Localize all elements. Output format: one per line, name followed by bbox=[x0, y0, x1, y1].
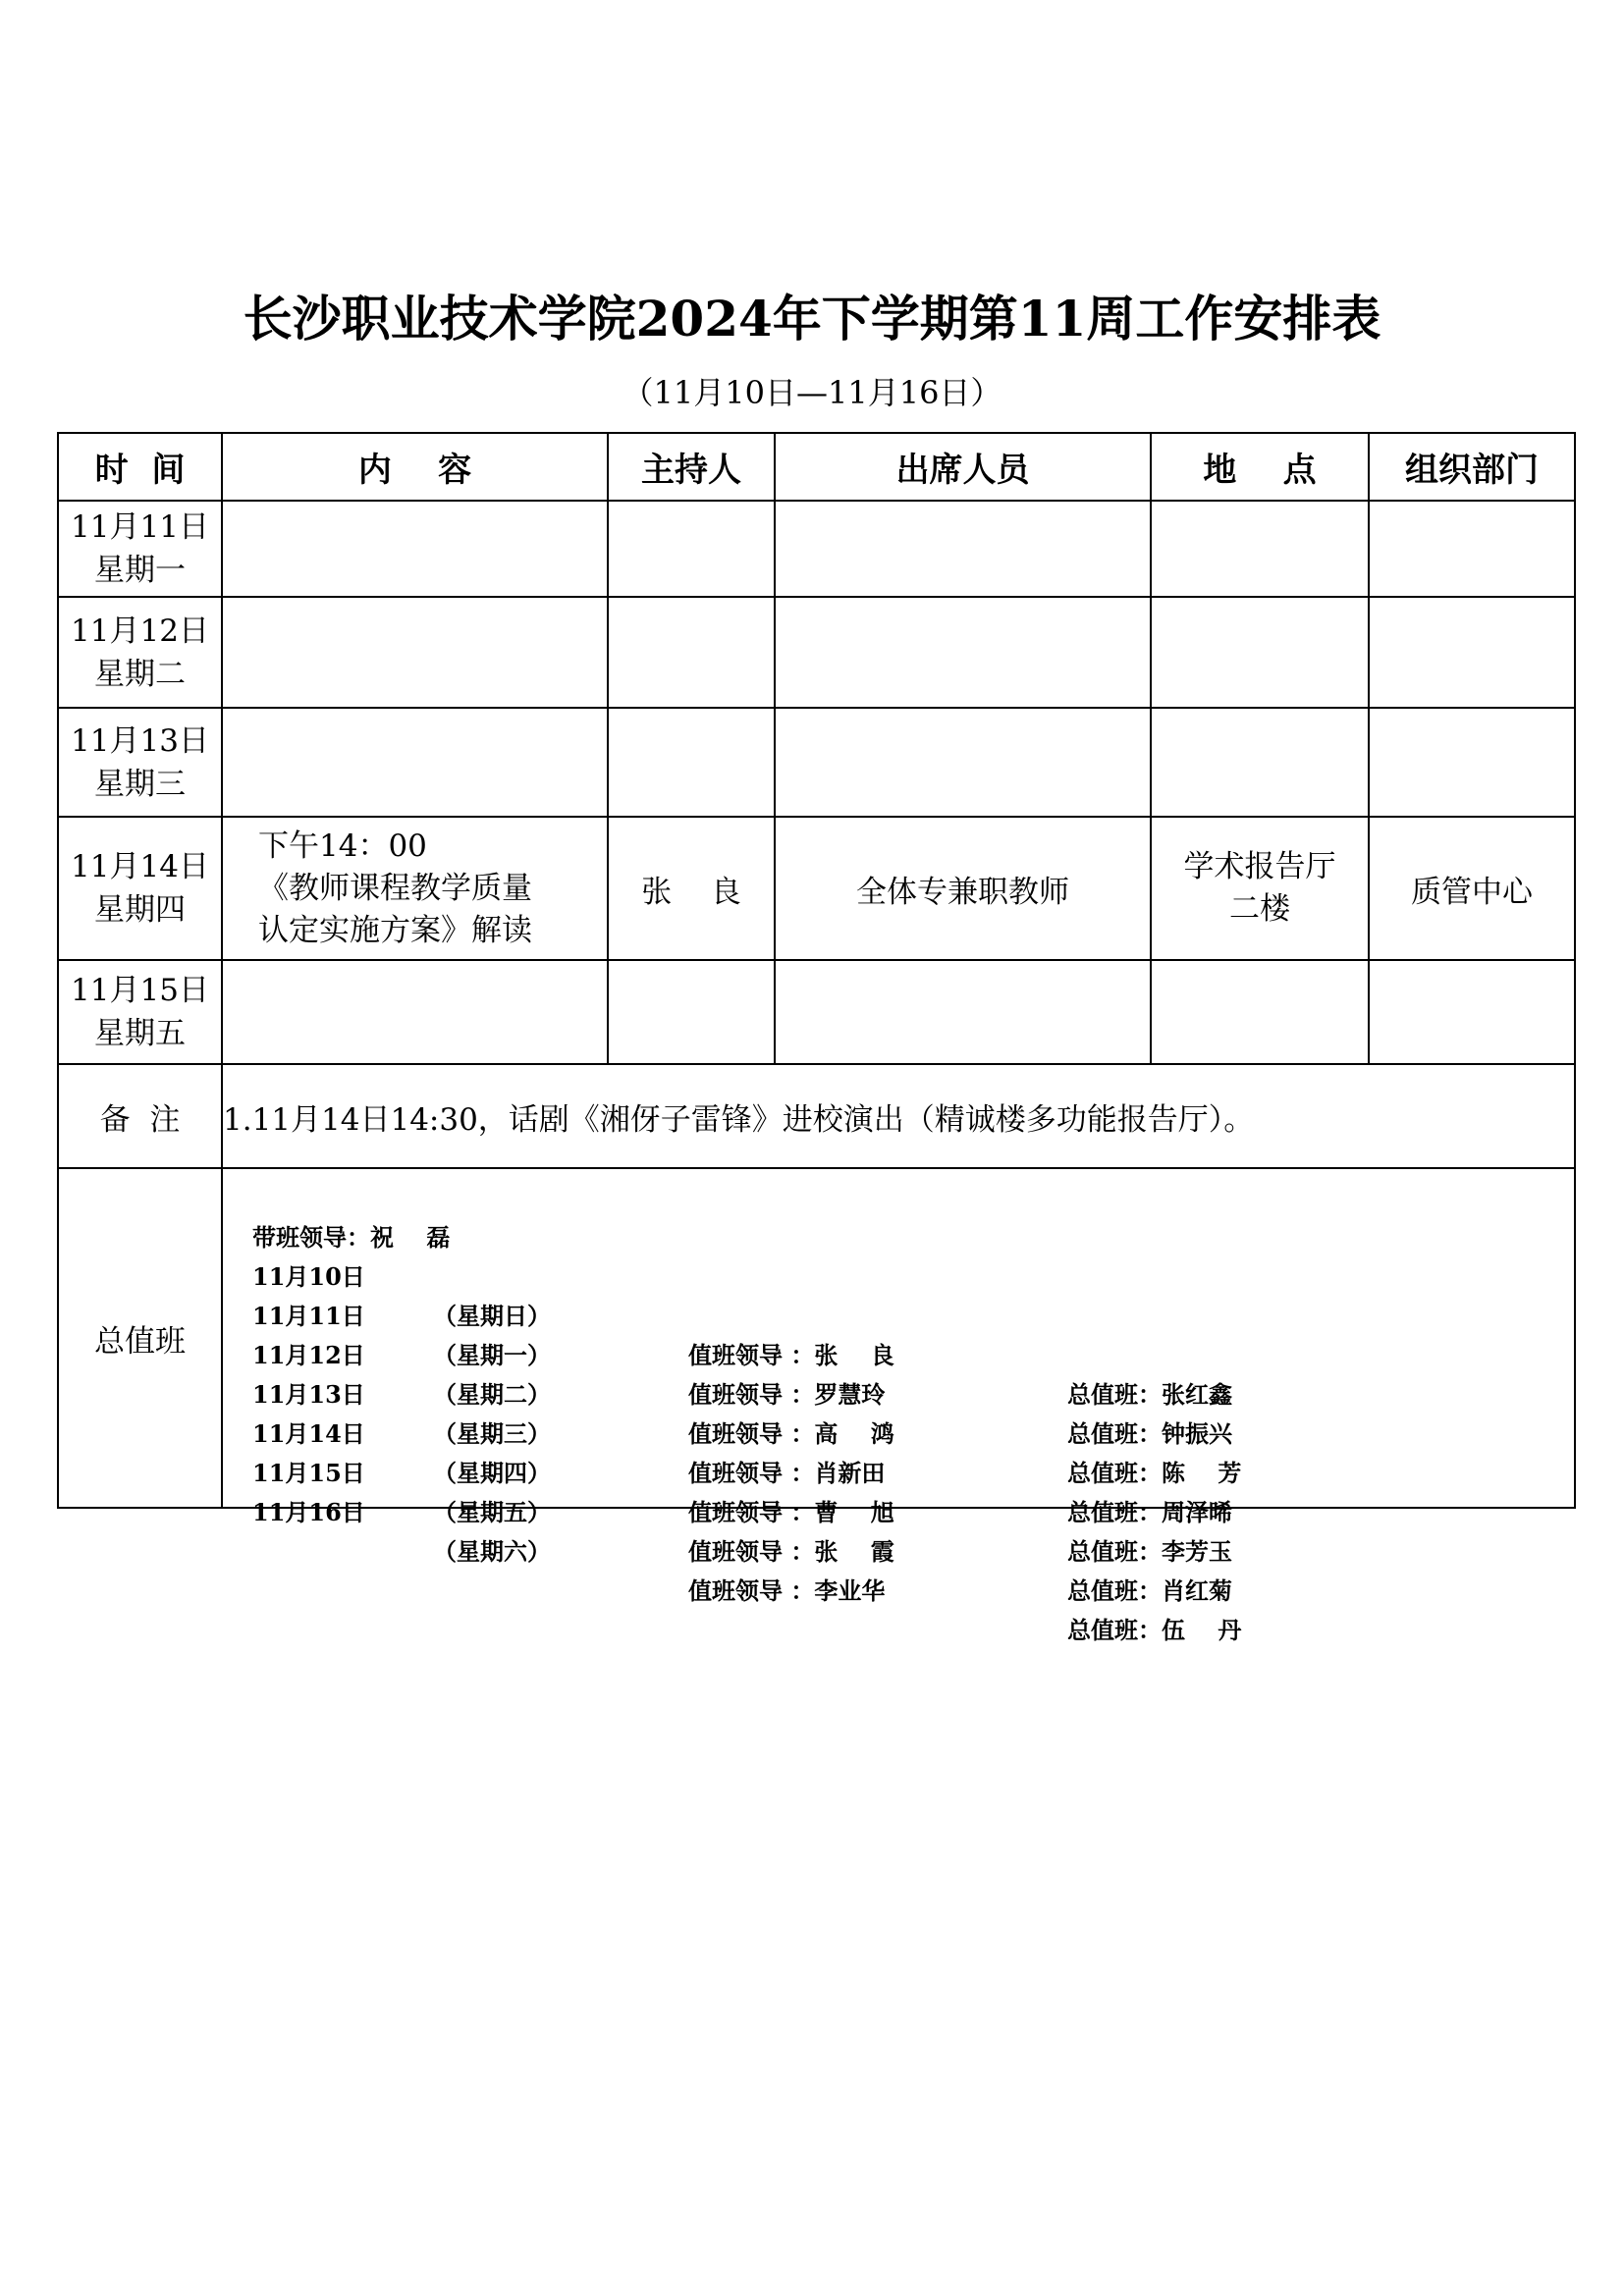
duty-leader: 值班领导 ：张 霞 bbox=[688, 1537, 894, 1566]
day-date: 11月13日 bbox=[71, 722, 209, 759]
host-cell bbox=[608, 960, 775, 1064]
attendees-cell: 全体专兼职教师 bbox=[775, 817, 1151, 960]
header-attendees: 出席人员 bbox=[775, 433, 1151, 501]
duty-weekday: （星期六） bbox=[433, 1537, 551, 1566]
attendees-cell bbox=[775, 960, 1151, 1064]
content-cell bbox=[222, 708, 608, 817]
duty-cell bbox=[222, 1168, 1575, 1644]
duty-leader: 值班领导 ：李业华 bbox=[688, 1576, 886, 1605]
content-cell bbox=[222, 960, 608, 1064]
duty-weekday: （星期一） bbox=[433, 1341, 551, 1369]
duty-weekday: （星期三） bbox=[433, 1419, 551, 1448]
host-cell bbox=[608, 597, 775, 708]
duty-row bbox=[58, 1168, 1575, 1508]
date-range-subtitle: （11月10日—11月16日） bbox=[622, 374, 1002, 411]
header-time: 时 间 bbox=[58, 433, 222, 501]
duty-weekday: （星期二） bbox=[433, 1380, 551, 1409]
content-cell bbox=[222, 817, 608, 960]
duty-leader: 值班领导 ：曹 旭 bbox=[688, 1498, 894, 1526]
day-cell bbox=[58, 960, 222, 1064]
schedule-table bbox=[57, 432, 1576, 1644]
header-content: 内 容 bbox=[222, 433, 608, 501]
location-cell bbox=[1151, 960, 1369, 1064]
attendees-cell bbox=[775, 501, 1151, 597]
day-weekday: 星期一 bbox=[94, 553, 186, 588]
location-line: 学术报告厅 bbox=[1183, 849, 1336, 884]
duty-chief: 总值班：周泽晞 bbox=[1067, 1498, 1232, 1526]
duty-date: 11月12日 bbox=[252, 1341, 365, 1369]
table-row bbox=[58, 501, 1575, 597]
duty-date: 11月14日 bbox=[252, 1419, 365, 1448]
location-cell bbox=[1151, 817, 1369, 960]
note-row bbox=[58, 1064, 1575, 1168]
dept-cell: 质管中心 bbox=[1369, 817, 1575, 960]
day-date: 11月15日 bbox=[71, 973, 209, 1008]
location-cell bbox=[1151, 501, 1369, 597]
day-cell bbox=[58, 817, 222, 960]
duty-label: 总值班 bbox=[58, 1168, 222, 1508]
duty-chief: 总值班：陈 芳 bbox=[1067, 1459, 1242, 1487]
day-weekday: 星期三 bbox=[94, 766, 186, 802]
header-department: 组织部门 bbox=[1369, 433, 1575, 501]
location-cell bbox=[1151, 708, 1369, 817]
location-line: 二楼 bbox=[1229, 891, 1290, 927]
duty-leader: 值班领导 ：高 鸿 bbox=[688, 1419, 894, 1448]
duty-chief: 总值班：张红鑫 bbox=[1067, 1380, 1232, 1409]
duty-date: 11月11日 bbox=[252, 1302, 365, 1330]
dept-cell bbox=[1369, 501, 1575, 597]
location-cell bbox=[1151, 597, 1369, 708]
header-location: 地 点 bbox=[1151, 433, 1369, 501]
day-date: 11月12日 bbox=[71, 613, 209, 649]
dept-cell bbox=[1369, 708, 1575, 817]
table-row bbox=[58, 708, 1575, 817]
day-cell bbox=[58, 501, 222, 597]
day-weekday: 星期四 bbox=[94, 892, 186, 928]
note-text: 1.11月14日14:30，话剧《湘伢子雷锋》进校演出（精诚楼多功能报告厅）。 bbox=[222, 1064, 1575, 1168]
content-line: 认定实施方案》解读 bbox=[258, 912, 532, 948]
content-line: 《教师课程教学质量 bbox=[258, 870, 532, 906]
duty-lead-text: 带班领导：祝 磊 bbox=[252, 1223, 451, 1252]
table-row bbox=[58, 960, 1575, 1064]
attendees-cell bbox=[775, 708, 1151, 817]
duty-weekday: （星期日） bbox=[433, 1302, 551, 1330]
table-row bbox=[58, 817, 1575, 960]
content-line: 下午14：00 bbox=[258, 828, 427, 864]
day-date: 11月14日 bbox=[71, 849, 209, 884]
duty-leader: 值班领导 ：肖新田 bbox=[688, 1459, 886, 1487]
page-title: 长沙职业技术学院2024年下学期第11周工作安排表 bbox=[243, 290, 1381, 347]
duty-weekday: （星期五） bbox=[433, 1498, 551, 1526]
day-cell bbox=[58, 708, 222, 817]
dept-cell bbox=[1369, 960, 1575, 1064]
host-cell: 张 良 bbox=[608, 817, 775, 960]
note-label: 备 注 bbox=[58, 1064, 222, 1168]
duty-leader: 值班领导 ：张 良 bbox=[688, 1341, 894, 1369]
duty-date: 11月16日 bbox=[252, 1498, 365, 1526]
duty-date: 11月13日 bbox=[252, 1380, 365, 1409]
day-date: 11月11日 bbox=[71, 509, 209, 545]
duty-chief: 总值班：伍 丹 bbox=[1067, 1616, 1242, 1644]
host-cell bbox=[608, 708, 775, 817]
day-weekday: 星期二 bbox=[94, 656, 186, 692]
duty-chief: 总值班：肖红菊 bbox=[1067, 1576, 1232, 1605]
content-cell bbox=[222, 597, 608, 708]
header-row bbox=[58, 433, 1575, 501]
day-cell bbox=[58, 597, 222, 708]
duty-leader: 值班领导 ：罗慧玲 bbox=[688, 1380, 886, 1409]
duty-chief: 总值班：钟振兴 bbox=[1067, 1419, 1232, 1448]
dept-cell bbox=[1369, 597, 1575, 708]
header-host: 主持人 bbox=[608, 433, 775, 501]
day-weekday: 星期五 bbox=[94, 1016, 186, 1051]
host-cell bbox=[608, 501, 775, 597]
duty-weekday: （星期四） bbox=[433, 1459, 551, 1487]
table-row bbox=[58, 597, 1575, 708]
duty-date: 11月15日 bbox=[252, 1459, 365, 1487]
duty-lead bbox=[223, 1179, 1574, 1252]
duty-date: 11月10日 bbox=[252, 1262, 365, 1291]
duty-chief: 总值班：李芳玉 bbox=[1067, 1537, 1232, 1566]
content-cell bbox=[222, 501, 608, 597]
attendees-cell bbox=[775, 597, 1151, 708]
